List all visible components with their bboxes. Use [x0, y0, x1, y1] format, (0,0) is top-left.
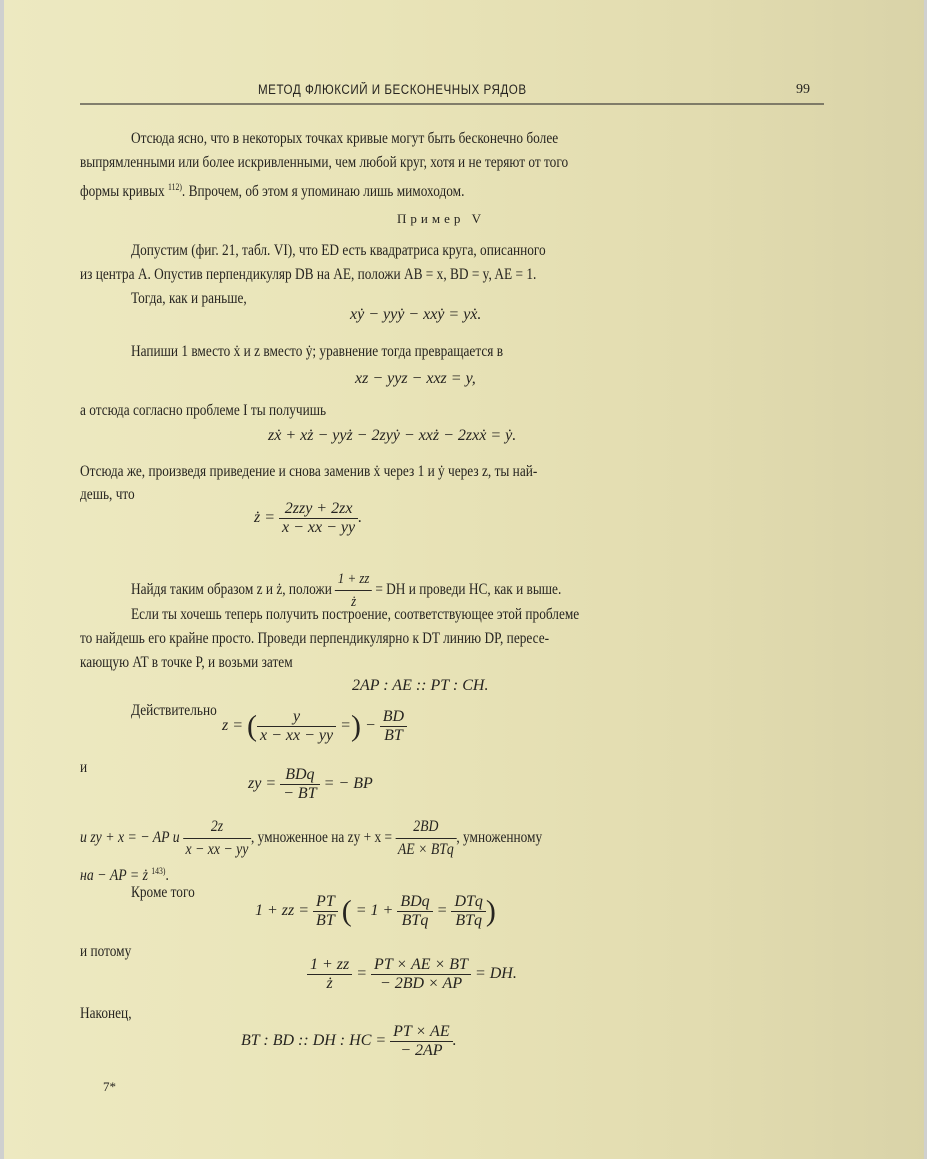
text-span: . Впрочем, об этом я упоминаю лишь мимоходом. — [181, 183, 465, 201]
paragraph-line: Допустим (фиг. 21, табл. VI), что ED есть квадратриса круга, описанного — [131, 242, 546, 259]
paragraph-line: из центра A. Опустив перпендикуляр DB на AE, положи AB = x, BD = y, AE = 1. — [80, 266, 537, 283]
math-text: BT : BD :: DH : HC = — [241, 1032, 387, 1050]
paren-left: ( — [247, 709, 258, 743]
equation — [241, 1023, 457, 1060]
text-span: формы кривых — [80, 183, 165, 201]
paragraph-line: Отсюда же, произведя приведение и снова заменив ẋ через 1 и ẏ через z, ты най- — [80, 463, 538, 480]
equation: 2AP : AE :: PT : CH. — [352, 677, 489, 694]
paragraph-line — [80, 816, 542, 861]
math-text: = − BP — [323, 775, 373, 793]
numerator: BD — [380, 708, 407, 727]
numerator: PT — [313, 893, 338, 912]
fraction — [280, 766, 319, 803]
text-span: на − AP = ż — [80, 867, 148, 885]
math-text: ż = — [254, 509, 276, 527]
paragraph-line: и — [80, 759, 88, 776]
numerator: y — [257, 708, 336, 727]
text-span: и zy + x = − AP и — [80, 829, 180, 847]
equation — [248, 766, 373, 803]
denominator: x − xx − yy — [282, 519, 356, 536]
denominator: − 2BD × AP — [379, 975, 463, 992]
paragraph-line: Если ты хочешь теперь получить построение, соответствующее этой проблеме — [131, 606, 580, 623]
numerator: BDq — [280, 766, 319, 785]
text-span: , умноженному — [456, 829, 543, 847]
equation — [254, 500, 362, 537]
printer-signature-mark: 7* — [103, 1079, 116, 1094]
paren-right: ) — [350, 709, 361, 743]
fraction — [279, 500, 358, 537]
math-text: . — [358, 509, 363, 527]
text-span: . — [165, 867, 169, 885]
denominator: x − xx − yy — [185, 841, 249, 858]
header-rule — [80, 103, 824, 105]
running-header-title: МЕТОД ФЛЮКСИЙ И БЕСКОНЕЧНЫХ РЯДОВ — [258, 82, 527, 97]
paragraph-line — [80, 176, 464, 203]
equation — [255, 893, 496, 930]
paren-right: ) — [485, 894, 496, 928]
scan-edge-left — [0, 0, 4, 1159]
math-text: 1 + zz = — [255, 902, 310, 920]
fraction — [371, 956, 471, 993]
numerator: PT × AE × BT — [371, 956, 471, 975]
numerator: PT × AE — [390, 1023, 452, 1042]
fraction — [395, 816, 456, 861]
denominator: x − xx − yy — [260, 727, 334, 744]
paragraph-line: Отсюда ясно, что в некоторых точках кривые могут быть бесконечно более — [131, 130, 559, 147]
numerator: 1 + zz — [335, 568, 372, 591]
paragraph-line: выпрямленными или более искривленными, чем любой круг, хотя и не теряют от того — [80, 154, 569, 171]
numerator: 2zzy + 2zx — [279, 500, 358, 519]
numerator: 2z — [183, 816, 251, 839]
text-span: , умноженное на zy + x = — [250, 829, 392, 847]
paragraph-line: то найдешь его крайне просто. Проведи перпендикулярно к DT линию DP, пересе- — [80, 630, 550, 647]
equation: xz − yyz − xxz = y, — [355, 370, 476, 387]
paragraph-line: Тогда, как и раньше, — [131, 290, 247, 307]
fraction — [313, 893, 338, 930]
paragraph-line: Наконец, — [80, 1005, 132, 1022]
math-text: z = — [222, 717, 244, 735]
paragraph-line: дешь, что — [80, 486, 135, 503]
paragraph-line: и потому — [80, 943, 132, 960]
equation — [222, 708, 407, 745]
fraction — [397, 893, 432, 930]
denominator: AE × BTq — [397, 841, 454, 858]
denominator: ż — [351, 594, 357, 610]
denominator: BTq — [401, 912, 429, 929]
fraction — [307, 956, 352, 993]
math-text: = 1 + — [355, 902, 394, 920]
paragraph-line: Действительно — [131, 702, 217, 719]
equation: zẋ + xż − yyż − 2zyẏ − xxż − 2zxẋ = ẏ. — [268, 427, 517, 444]
fraction — [183, 816, 251, 861]
paren-left: ( — [341, 894, 352, 928]
numerator: BDq — [397, 893, 432, 912]
footnote-ref: 112) — [168, 182, 182, 192]
math-text: − — [364, 717, 376, 735]
paragraph-line: Напиши 1 вместо ẋ и z вместо ẏ; уравнение тогда превращается в — [131, 343, 504, 360]
math-text: = — [340, 717, 351, 735]
section-title: Пример V — [397, 211, 485, 226]
page-number: 99 — [796, 82, 810, 97]
paragraph-line: кающую AT в точке P, и возьми затем — [80, 654, 293, 671]
paragraph-line: Кроме того — [131, 884, 195, 901]
text-span: Найдя таким образом z и ż, положи — [131, 581, 332, 599]
footnote-ref: 143) — [151, 866, 166, 876]
text-span: = DH и проведи HC, как и выше. — [375, 581, 562, 599]
math-text: = — [436, 902, 448, 920]
denominator: BT — [316, 912, 335, 929]
math-text: . — [452, 1032, 457, 1050]
equation: xẏ − yyẏ − xxẏ = yẋ. — [350, 306, 482, 323]
denominator: − 2AP — [400, 1042, 443, 1059]
fraction — [380, 708, 407, 745]
math-text: = — [356, 965, 368, 983]
denominator: BTq — [455, 912, 482, 929]
denominator: − BT — [283, 785, 317, 802]
math-text: zy = — [248, 775, 277, 793]
equation — [307, 956, 517, 993]
paragraph-line: а отсюда согласно проблеме I ты получишь — [80, 402, 327, 419]
fraction — [390, 1023, 452, 1060]
numerator: 2BD — [395, 816, 456, 839]
denominator: ż — [326, 975, 333, 992]
denominator: BT — [384, 727, 403, 744]
numerator: 1 + zz — [307, 956, 352, 975]
math-text: = DH. — [474, 965, 517, 983]
fraction — [257, 708, 336, 745]
numerator: DTq — [451, 893, 485, 912]
fraction — [451, 893, 485, 930]
